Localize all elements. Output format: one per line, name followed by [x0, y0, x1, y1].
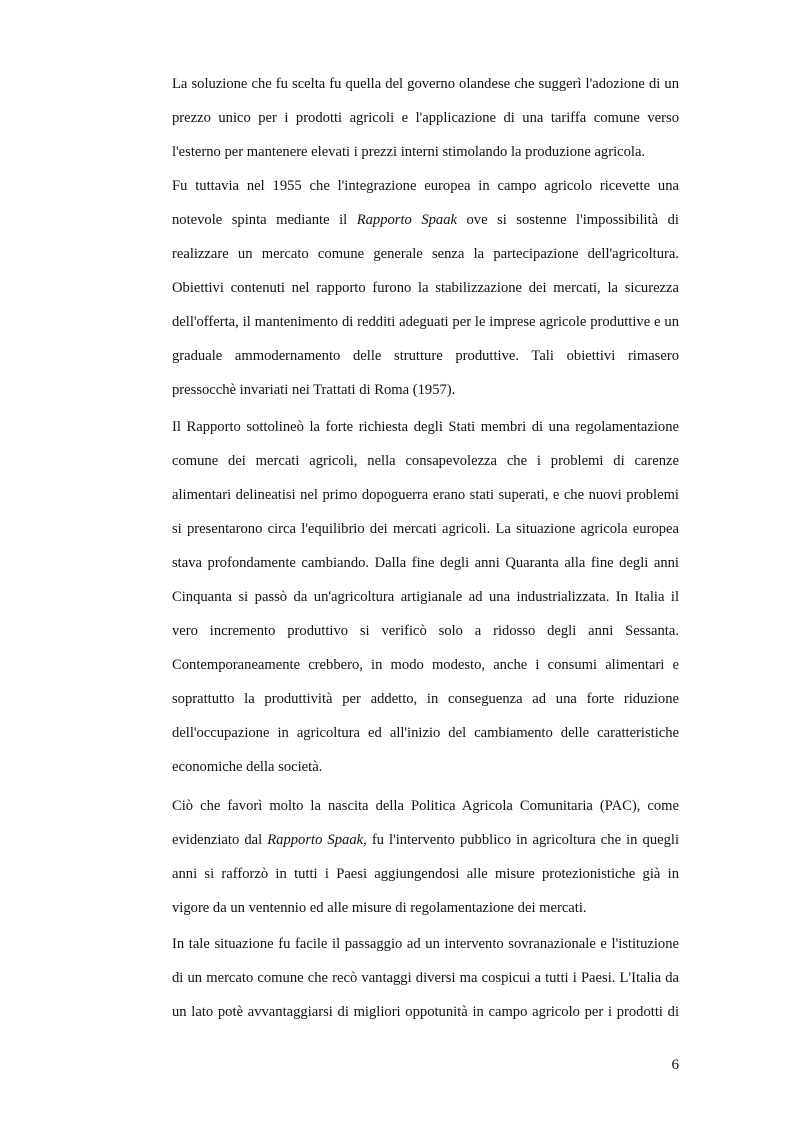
text-line: graduale ammodernamento delle strutture produttive. Tali obiettivi rimasero [172, 348, 679, 364]
text-line: comune dei mercati agricoli, nella consapevolezza che i problemi di carenze [172, 453, 679, 469]
text-line: pressocchè invariati nei Trattati di Roma (1957). [172, 382, 456, 398]
paragraph-4 [172, 789, 679, 925]
text-line: si presentarono circa l'equilibrio dei mercati agricoli. La situazione agricola europea [172, 521, 679, 537]
text-line: l'esterno per mantenere elevati i prezzi interni stimolando la produzione agricola. [172, 144, 646, 160]
text-line: Il Rapporto sottolineò la forte richiesta degli Stati membri di una regolamentazione [172, 419, 679, 435]
paragraph-3 [172, 410, 679, 784]
text-line: In tale situazione fu facile il passaggio ad un intervento sovranazionale e l'istituzione [172, 936, 679, 952]
text-line: Fu tuttavia nel 1955 che l'integrazione europea in campo agricolo ricevette una [172, 178, 679, 194]
emphasis-rapporto-spaak: Rapporto Spaak [356, 212, 457, 228]
text-line: dell'offerta, il mantenimento di redditi adeguati per le imprese agricole produttive e un [172, 314, 679, 330]
paragraph-2 [172, 169, 679, 407]
text-line: dell'occupazione in agricoltura ed all'inizio del cambiamento delle caratteristiche [172, 725, 679, 741]
text-line: stava profondamente cambiando. Dalla fine degli anni Quaranta alla fine degli anni [172, 555, 679, 571]
text-line: Cinquanta si passò da un'agricoltura artigianale ad una industrializzata. In Italia il [172, 589, 679, 605]
paragraph-5 [172, 927, 679, 1029]
text-line: La soluzione che fu scelta fu quella del governo olandese che suggerì l'adozione di un [172, 76, 679, 92]
paragraph-1 [172, 67, 679, 169]
text-line: alimentari delineatisi nel primo dopoguerra erano stati superati, e che nuovi problemi [172, 487, 679, 503]
page-number: 6 [671, 1057, 679, 1073]
text-line: economiche della società. [172, 759, 323, 775]
text-line: notevole spinta mediante il Rapporto Spaak ove si sostenne l'impossibilità di [172, 212, 679, 228]
text-line: vigore da un ventennio ed alle misure di regolamentazione dei mercati. [172, 900, 587, 916]
text-line: vero incremento produttivo si verificò solo a ridosso degli anni Sessanta. [172, 623, 679, 639]
text-line: Obiettivi contenuti nel rapporto furono la stabilizzazione dei mercati, la sicurezza [172, 280, 679, 296]
text-line: un lato potè avvantaggiarsi di migliori oppotunità in campo agricolo per i prodotti di [172, 1004, 679, 1020]
text-line: realizzare un mercato comune generale senza la partecipazione dell'agricoltura. [172, 246, 679, 262]
text-line: evidenziato dal Rapporto Spaak, fu l'intervento pubblico in agricoltura che in quegli [172, 832, 680, 848]
text-line: anni si rafforzò in tutti i Paesi aggiungendosi alle misure protezionistiche già in [172, 866, 679, 882]
text-line: Contemporaneamente crebbero, in modo modesto, anche i consumi alimentari e [172, 657, 679, 673]
text-line: Ciò che favorì molto la nascita della Politica Agricola Comunitaria (PAC), come [172, 798, 679, 814]
text-line: prezzo unico per i prodotti agricoli e l'applicazione di una tariffa comune verso [172, 110, 679, 126]
text-line: di un mercato comune che recò vantaggi diversi ma cospicui a tutti i Paesi. L'Italia da [172, 970, 679, 986]
text-line: soprattutto la produttività per addetto, in conseguenza ad una forte riduzione [172, 691, 679, 707]
emphasis-rapporto-spaak: Rapporto Spaak [267, 832, 364, 848]
